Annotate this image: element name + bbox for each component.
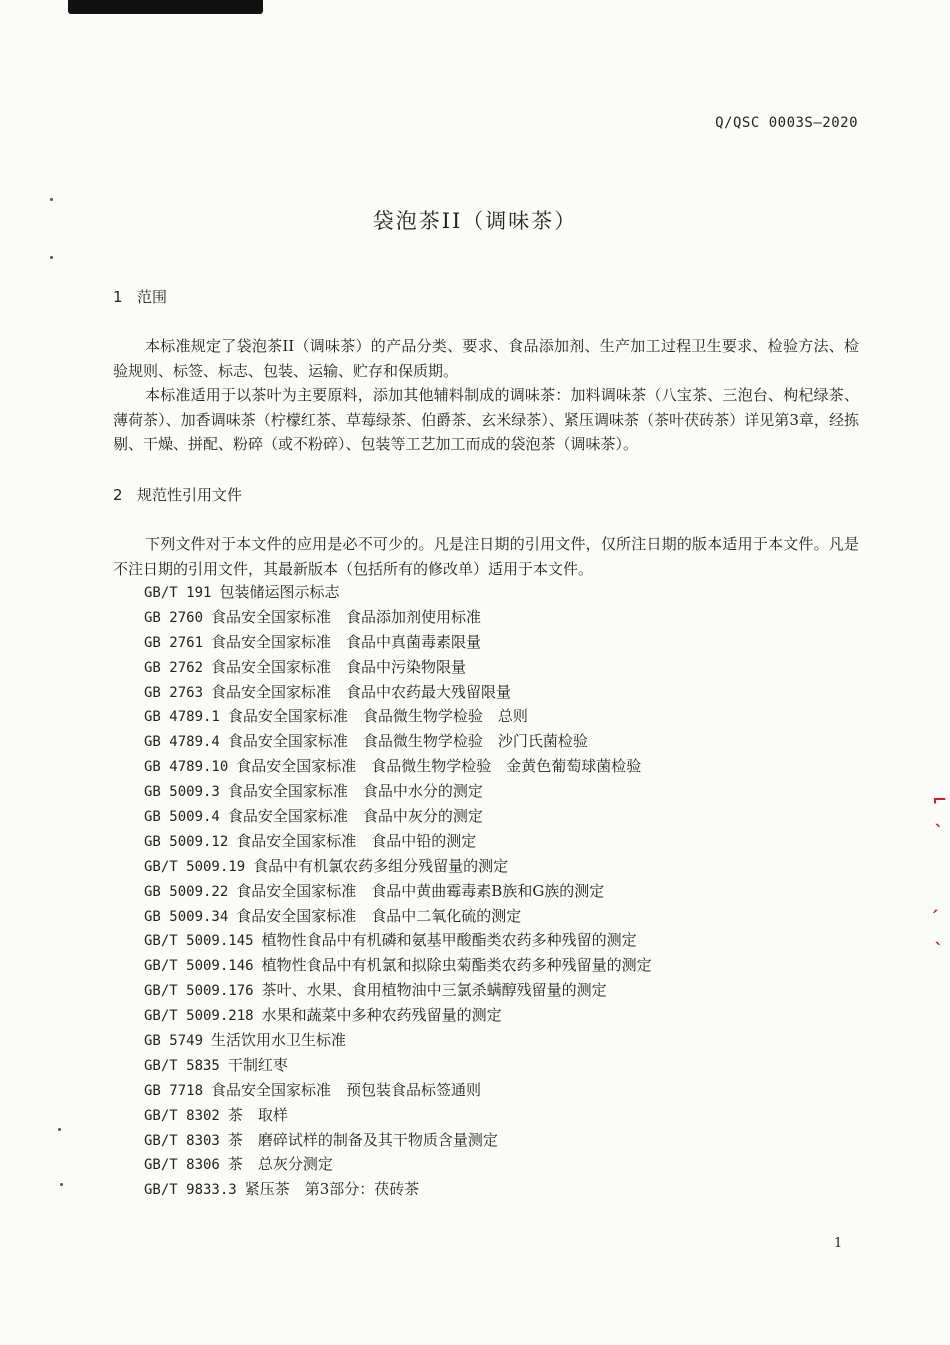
reference-item [144,804,652,829]
reference-title: 食品安全国家标准 食品微生物学检验 沙门氏菌检验 [227,732,588,751]
reference-item [144,704,652,729]
reference-code: GB/T 8302 [144,1107,220,1124]
reference-code: GB 5009.4 [144,809,220,826]
reference-item [144,829,652,854]
scan-speck [50,256,53,259]
reference-title: 食品安全国家标准 食品中污染物限量 [211,657,467,676]
reference-title: 食品安全国家标准 食品微生物学检验 总则 [227,707,528,726]
reference-code: GB/T 9833.3 [144,1182,237,1199]
scan-speck [60,1183,63,1186]
reference-code: GB/T 5009.218 [144,1008,254,1025]
reference-code: GB/T 5009.145 [144,933,254,950]
section-number: 2 [113,486,123,504]
reference-title: 包装储运图示标志 [219,583,340,601]
reference-code: GB/T 8303 [144,1132,220,1149]
section-heading-scope [113,286,167,307]
reference-code: GB/T 5009.176 [144,983,254,1000]
reference-title: 茶 磨碎试样的制备及其干物质含量测定 [227,1130,498,1149]
reference-title: 生活饮用水卫生标准 [211,1031,347,1050]
red-stamp-mark: ˊ [930,908,939,929]
reference-title: 食品安全国家标准 食品添加剂使用标准 [211,607,482,626]
paragraph: 本标准规定了袋泡茶II（调味茶）的产品分类、要求、食品添加剂、生产加工过程卫生要求、检验方法、检验规则、标签、标志、包装、运输、贮存和保质期。 [113,337,859,380]
reference-title: 食品安全国家标准 食品中灰分的测定 [227,807,483,826]
reference-code: GB 2760 [144,609,204,626]
section-title: 范围 [137,288,168,306]
reference-title: 水果和蔬菜中多种农药残留量的测定 [261,1006,502,1025]
reference-item [144,779,652,804]
reference-item [144,1028,652,1053]
reference-code: GB 4789.1 [144,709,220,726]
reference-code: GB/T 191 [144,585,212,601]
section-title: 规范性引用文件 [137,486,243,504]
reference-code: GB 5009.12 [144,833,229,850]
reference-title: 茶叶、水果、食用植物油中三氯杀螨醇残留量的测定 [261,981,607,1000]
reference-code: GB/T 5009.146 [144,958,254,975]
reference-title: 食品中有机氯农药多组分残留量的测定 [253,856,509,875]
reference-code: GB 5749 [144,1033,204,1050]
reference-code: GB 4789.4 [144,734,220,751]
reference-item [144,680,652,705]
reference-item [144,879,652,904]
reference-code: GB 4789.10 [144,759,229,776]
reference-item [144,605,652,630]
reference-item [144,754,652,779]
reference-title: 食品安全国家标准 食品中真菌毒素限量 [211,632,482,651]
paragraph: 下列文件对于本文件的应用是必不可少的。凡是注日期的引用文件，仅所注日期的版本适用于本文件。凡是不注日期的引用文件，其最新版本（包括所有的修改单）适用于本文件。 [113,535,859,578]
reference-title: 食品安全国家标准 食品中二氧化硫的测定 [236,906,522,925]
scan-speck [58,1128,61,1131]
reference-item [144,630,652,655]
section-number: 1 [113,288,123,306]
scan-speck [50,198,53,201]
paragraph: 本标准适用于以茶叶为主要原料，添加其他辅料制成的调味茶：加料调味茶（八宝茶、三泡台、枸杞绿茶、薄荷茶）、加香调味茶（柠檬红茶、草莓绿茶、伯爵茶、玄米绿茶）、紧压调味茶（茶叶茯砖茶）详见第3章，经拣剔、干燥、拼配、粉碎（或不粉碎）、包装等工艺加工而成的袋泡茶（调味茶）。 [113,386,859,453]
reference-code: GB 5009.3 [144,784,220,801]
reference-title: 紧压茶 第3部分：茯砖茶 [244,1180,420,1199]
reference-code: GB 2762 [144,659,204,676]
reference-title: 食品安全国家标准 食品中铅的测定 [236,831,477,850]
reference-item [144,1103,652,1128]
reference-code: GB 2763 [144,684,204,701]
scan-edge-bar [68,0,263,14]
page-number: 1 [834,1236,843,1251]
reference-item [144,904,652,929]
reference-item [144,1078,652,1103]
reference-code: GB 7718 [144,1082,204,1099]
reference-code: GB/T 8306 [144,1157,220,1174]
section-heading-references [113,484,242,505]
reference-title: 茶 取样 [227,1105,288,1124]
document-code: Q/QSC 0003S—2020 [715,115,858,131]
reference-list [144,580,652,1202]
document-title: 袋泡茶II（调味茶） [372,209,578,233]
reference-item [144,1128,652,1153]
reference-title: 干制红枣 [227,1055,288,1074]
reference-item [144,1053,652,1078]
reference-title: 茶 总灰分测定 [227,1155,333,1174]
reference-title: 食品安全国家标准 食品中农药最大残留限量 [211,682,512,701]
reference-item [144,1177,652,1202]
reference-item [144,854,652,879]
reference-item [144,1003,652,1028]
reference-title: 食品安全国家标准 食品微生物学检验 金黄色葡萄球菌检验 [236,757,642,776]
reference-item [144,655,652,680]
reference-title: 食品安全国家标准 食品中水分的测定 [227,782,483,801]
red-stamp-mark: ˋ [934,940,943,961]
reference-item [144,1152,652,1177]
red-stamp-mark: ⌐ [932,790,948,811]
reference-title: 植物性食品中有机氯和拟除虫菊酯类农药多种残留量的测定 [261,956,652,975]
reference-title: 植物性食品中有机磷和氨基甲酸酯类农药多种残留的测定 [261,931,637,950]
reference-code: GB 5009.22 [144,883,229,900]
reference-item [144,580,652,605]
reference-code: GB/T 5009.19 [144,858,246,875]
reference-title: 食品安全国家标准 食品中黄曲霉毒素B族和G族的测定 [236,881,605,900]
reference-item [144,928,652,953]
reference-item [144,729,652,754]
reference-item [144,953,652,978]
reference-code: GB/T 5835 [144,1057,220,1074]
red-stamp-mark: ˋ [934,822,943,843]
reference-item [144,978,652,1003]
reference-code: GB 5009.34 [144,908,229,925]
reference-code: GB 2761 [144,634,204,651]
reference-title: 食品安全国家标准 预包装食品标签通则 [211,1080,482,1099]
